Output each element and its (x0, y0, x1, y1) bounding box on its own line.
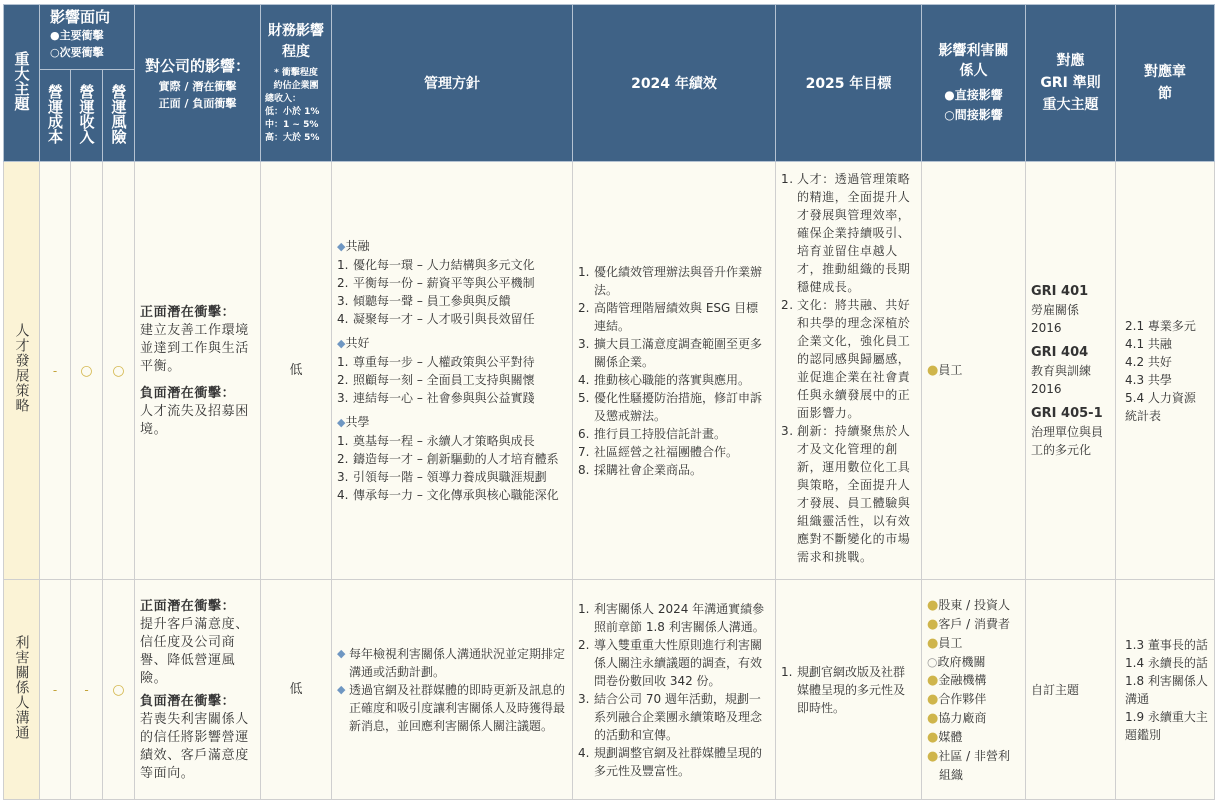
list-item (337, 353, 567, 371)
item-number: 7. (578, 444, 590, 459)
gri-cell: 自訂主題 (1026, 580, 1116, 800)
item-number: 4. (578, 372, 590, 387)
policy-group-label: 共好 (345, 336, 370, 350)
policy-group-label: 共學 (345, 415, 370, 429)
gri-code-text: GRI 405-1 (1031, 406, 1103, 421)
header-policy: 管理方針 (332, 5, 573, 162)
stakeholder-name: 媒體 (938, 729, 963, 744)
list-item (337, 310, 567, 328)
item-number: 4. (337, 488, 349, 502)
aspect-risk: ○ (103, 580, 135, 800)
diamond-icon: ◆ (337, 337, 346, 350)
stakeholder-item (927, 596, 1020, 615)
list-item (578, 461, 770, 479)
item-number: 2. (337, 373, 349, 387)
item-text: 規劃官網改版及社群媒體呈現的多元性及即時性。 (797, 664, 906, 715)
stakeholder-item (927, 361, 1020, 380)
item-number: 3. (337, 294, 349, 308)
list-item (578, 744, 770, 780)
header-perf2024: 2024 年績效 (573, 5, 776, 162)
header-target2025: 2025 年目標 (776, 5, 922, 162)
policy-bullet-text: 透過官網及社群媒體的即時更新及訊息的正確度和吸引度讓利害關係人及時獲得最新消息，並回應利害關係人關注議題。 (349, 682, 566, 733)
header-aspect-risk: 營運風險 (103, 70, 135, 162)
list-item (578, 600, 770, 636)
topic-cell: 利害關係人溝通 (4, 580, 40, 800)
item-number: 2. (337, 276, 349, 290)
list-item (337, 432, 567, 450)
stakeholder-name: 組織 (939, 767, 964, 782)
list-item (781, 170, 916, 296)
stakeholder-name: 協力廠商 (938, 710, 987, 725)
item-number: 1. (578, 601, 590, 616)
item-text: 人才：透過管理策略的精進，全面提升人才發展與管理效率，確保企業持續吸引、培育並留住卓越人才，推動組織的長期穩健成長。 (797, 172, 911, 294)
policy-cell (332, 580, 573, 800)
direct-dot-icon: ● (927, 635, 939, 651)
item-text: 創新：持續聚焦於人才及文化管理的創新，運用數位化工具與策略，全面提升人才發展、員工體驗與組織靈活性，以有效應對不斷變化的市場需求和挑戰。 (797, 424, 911, 564)
header-topic: 重大主題 (4, 5, 40, 162)
item-text: 奠基每一程 – 永續人才策略與成長 (353, 434, 535, 448)
header-aspect: 影響面向 ●主要衝擊 ○次要衝擊 (40, 5, 135, 70)
gri-name: 教育與訓練 (1031, 364, 1092, 378)
item-number: 3. (578, 336, 590, 351)
header-impact: 對公司的影響： 實際 / 潛在衝擊 正面 / 負面衝擊 (135, 5, 261, 162)
item-number: 4. (578, 745, 590, 760)
item-text: 照顧每一刻 – 全面員工支持與關懷 (353, 373, 535, 387)
gri-name: 勞雇關係 (1031, 303, 1080, 317)
chapter-item: 4.2 共好 (1125, 354, 1172, 369)
list-item (337, 468, 567, 486)
gri-year: 2016 (1031, 321, 1062, 335)
direct-dot-icon: ● (927, 691, 939, 707)
item-text: 推行員工持股信託計畫。 (594, 426, 727, 441)
stakeholder-item (927, 766, 1020, 784)
item-number: 3. (337, 470, 349, 484)
header-gri: 對應 GRI 準則 重大主題 (1026, 5, 1116, 162)
policy-group-title (337, 334, 567, 353)
direct-dot-icon: ● (927, 748, 939, 764)
item-number: 1. (781, 172, 794, 186)
policy-group-title (337, 237, 567, 256)
aspect-risk: ○ (103, 162, 135, 580)
direct-dot-icon: ● (927, 597, 939, 613)
target-cell (776, 162, 922, 580)
policy-items (337, 432, 567, 504)
chapter-item: 1.9 永續重大主 (1125, 709, 1208, 724)
stakeholder-name: 客戶 / 消費者 (938, 616, 1011, 631)
item-text: 優化績效管理辦法與晉升作業辦法。 (594, 264, 763, 297)
chapter-item: 4.3 共學 (1125, 372, 1172, 387)
chapter-item: 題鑑別 (1125, 727, 1162, 742)
chapter-item: 1.4 永續長的話 (1125, 655, 1208, 670)
item-number: 2. (781, 298, 794, 312)
aspect-cost: - (40, 580, 71, 800)
gri-code (1031, 282, 1110, 301)
chapter-cell (1116, 162, 1215, 580)
item-number: 1. (337, 355, 349, 369)
policy-bullet (337, 681, 567, 735)
perf-cell (573, 162, 776, 580)
stakeholder-name: 合作夥伴 (938, 691, 987, 706)
gri-year: 2016 (1031, 382, 1062, 396)
list-item (578, 371, 770, 389)
direct-dot-icon: ● (927, 729, 939, 745)
chapter-item: 4.1 共融 (1125, 336, 1172, 351)
policy-group (337, 413, 567, 504)
item-text: 結合公司 70 週年活動，規劃一系列融合企業團永續策略及理念的活動和宣傳。 (594, 691, 763, 742)
item-number: 6. (578, 426, 590, 441)
gri-cell (1026, 162, 1116, 580)
item-text: 推動核心職能的落實與應用。 (594, 372, 751, 387)
header-finance: 財務影響程度 * 衝擊程度 約佔企業團 總收入： 低：小於 1% 中：1 ~ 5% 高：大於 5% (261, 5, 332, 162)
finance-cell: 低 (261, 580, 332, 800)
gri-code (1031, 404, 1110, 423)
list-item (578, 425, 770, 443)
item-text: 平衡每一份 – 薪資平等與公平機制 (353, 276, 535, 290)
gri-code (1031, 343, 1110, 362)
item-number: 1. (578, 264, 590, 279)
gri-item (1031, 404, 1110, 459)
stakeholder-name: 社區 / 非營利 (938, 748, 1011, 763)
table-row (4, 580, 1215, 800)
item-number: 3. (578, 691, 590, 706)
chapter-item: 溝通 (1125, 691, 1150, 706)
chapter-item: 1.3 董事長的話 (1125, 637, 1208, 652)
item-text: 引領每一階 – 領導力養成與職涯規劃 (353, 470, 547, 484)
item-text: 連結每一心 – 社會參與與公益實踐 (353, 391, 535, 405)
stakeholder-name: 股東 / 投資人 (938, 597, 1011, 612)
chapter-item: 2.1 專業多元 (1125, 318, 1196, 333)
list-item (337, 389, 567, 407)
policy-cell (332, 162, 573, 580)
material-topics-table (3, 4, 1215, 800)
policy-items (337, 353, 567, 407)
item-text: 傳承每一力 – 文化傳承與核心職能深化 (353, 488, 559, 502)
diamond-icon: ◆ (337, 416, 346, 429)
item-text: 高階管理階層績效與 ESG 目標連結。 (594, 300, 759, 333)
chapter-item: 5.4 人力資源 (1125, 390, 1196, 405)
diamond-icon: ◆ (337, 240, 346, 253)
list-item (781, 296, 916, 422)
stakeholder-item (927, 709, 1020, 728)
item-text: 傾聽每一聲 – 員工參與與反饋 (353, 294, 511, 308)
list-item (578, 389, 770, 425)
header-chapter: 對應章節 (1116, 5, 1215, 162)
gri-name: 治理單位與員工的多元化 (1031, 425, 1104, 457)
policy-group-title (337, 413, 567, 432)
perf-cell (573, 580, 776, 800)
item-text: 規劃調整官網及社群媒體呈現的多元性及豐富性。 (594, 745, 763, 778)
item-number: 1. (781, 664, 793, 679)
item-text: 導入雙重重大性原則進行利害關係人關注永續議題的調查，有效問卷份數回收 342 份。 (594, 637, 763, 688)
stakeholder-item (927, 728, 1020, 747)
diamond-icon: ◆ (337, 646, 346, 660)
item-text: 尊重每一步 – 人權政策與公平對待 (353, 355, 535, 369)
topic-cell: 人才發展策略 (4, 162, 40, 580)
impact-cell: 正面潛在衝擊： 建立友善工作環境並達到工作與生活平衡。 負面潛在衝擊： 人才流失及招募困境。 (135, 162, 261, 580)
policy-items (337, 256, 567, 328)
list-item (337, 486, 567, 504)
policy-group (337, 334, 567, 407)
direct-dot-icon: ● (927, 710, 939, 726)
header-stakeholders: 影響利害關係人 ●直接影響 ○間接影響 (922, 5, 1026, 162)
list-item (781, 422, 916, 566)
aspect-cost: - (40, 162, 71, 580)
item-text: 文化：將共融、共好和共學的理念深植於企業文化，強化員工的認同感與歸屬感，並促進企業在社會責任與永續發展中的正面影響力。 (797, 298, 911, 420)
gri-item (1031, 282, 1110, 337)
item-number: 3. (337, 391, 349, 405)
item-text: 鑄造每一才 – 創新驅動的人才培育體系 (353, 452, 559, 466)
stakeholder-item (927, 747, 1020, 766)
policy-group (337, 237, 567, 328)
policy-bullet-text: 每年檢視利害關係人溝通狀況並定期排定溝通或活動計劃。 (349, 646, 566, 679)
direct-dot-icon: ● (927, 616, 939, 632)
item-text: 擴大員工滿意度調查範圍至更多關係企業。 (594, 336, 763, 369)
list-item (337, 274, 567, 292)
gri-code-text: GRI 401 (1031, 284, 1089, 299)
item-number: 2. (337, 452, 349, 466)
item-text: 利害關係人 2024 年溝通實績參照前章節 1.8 利害關係人溝通。 (594, 601, 765, 634)
gri-item (1031, 343, 1110, 398)
item-number: 2. (578, 300, 590, 315)
stakeholder-name: 政府機關 (937, 654, 986, 669)
target-cell (776, 580, 922, 800)
list-item (578, 636, 770, 690)
diamond-icon: ◆ (337, 682, 346, 696)
stakeholder-item (927, 634, 1020, 653)
indirect-ring-icon: ○ (927, 654, 938, 669)
header-aspect-revenue: 營運收入 (71, 70, 103, 162)
list-item (337, 256, 567, 274)
stakeholder-name: 員工 (938, 363, 963, 377)
gri-code-text: GRI 404 (1031, 345, 1089, 360)
stakeholder-name: 員工 (938, 635, 963, 650)
header-aspect-cost: 營運成本 (40, 70, 71, 162)
item-number: 1. (337, 434, 349, 448)
stakeholder-item (927, 653, 1020, 671)
aspect-revenue: ○ (71, 162, 103, 580)
chapter-item: 統計表 (1125, 408, 1162, 423)
direct-dot-icon: ● (927, 672, 939, 688)
direct-dot-icon: ● (927, 363, 939, 378)
list-item (781, 663, 916, 717)
chapter-cell (1116, 580, 1215, 800)
list-item (578, 690, 770, 744)
item-number: 3. (781, 424, 794, 438)
item-number: 5. (578, 390, 590, 405)
list-item (337, 371, 567, 389)
stakeholder-item (927, 615, 1020, 634)
policy-group-label: 共融 (345, 239, 370, 253)
chapter-item: 1.8 利害關係人 (1125, 673, 1208, 688)
item-number: 8. (578, 462, 590, 477)
finance-cell: 低 (261, 162, 332, 580)
list-item (337, 292, 567, 310)
list-item (578, 335, 770, 371)
impact-cell: 正面潛在衝擊： 提升客戶滿意度、信任度及公司商譽、降低營運風險。 負面潛在衝擊： 若喪失利害關係人的信任將影響營運績效、客戶滿意度等面向。 (135, 580, 261, 800)
stakeholder-item (927, 690, 1020, 709)
table-row (4, 162, 1215, 580)
item-text: 採購社會企業商品。 (594, 462, 703, 477)
stakeholder-cell (922, 162, 1026, 580)
list-item (578, 443, 770, 461)
item-number: 2. (578, 637, 590, 652)
item-number: 1. (337, 258, 349, 272)
item-number: 4. (337, 312, 349, 326)
stakeholder-item (927, 671, 1020, 690)
stakeholder-cell (922, 580, 1026, 800)
item-text: 優化每一環 – 人力結構與多元文化 (353, 258, 535, 272)
list-item (578, 299, 770, 335)
item-text: 優化性騷擾防治措施，修訂申訴及懲戒辦法。 (594, 390, 763, 423)
list-item (578, 263, 770, 299)
list-item (337, 450, 567, 468)
stakeholder-name: 金融機構 (938, 672, 987, 687)
item-text: 凝聚每一才 – 人才吸引與長效留任 (353, 312, 535, 326)
item-text: 社區經營之社福團體合作。 (594, 444, 739, 459)
policy-bullet (337, 645, 567, 681)
aspect-revenue: - (71, 580, 103, 800)
